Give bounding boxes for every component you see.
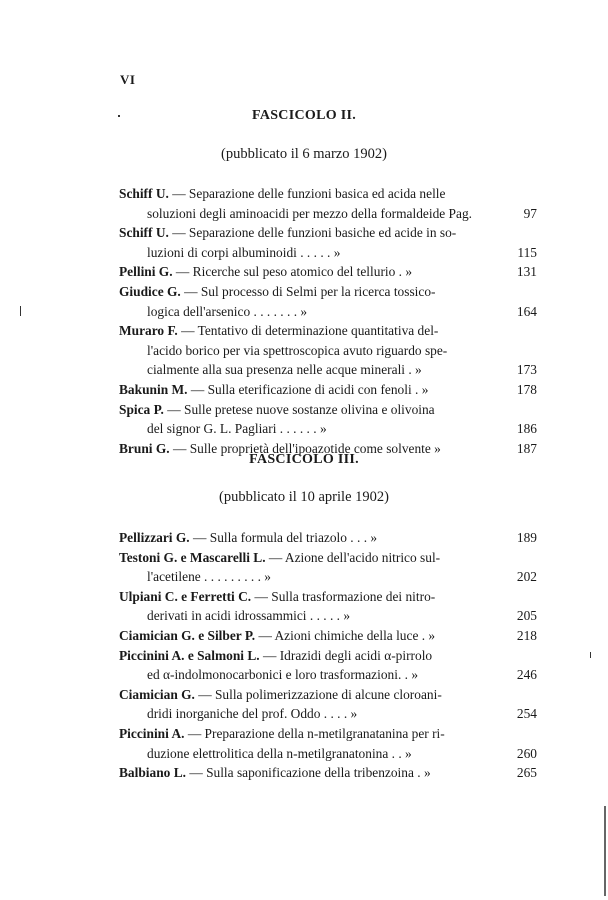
scan-speck	[20, 306, 21, 316]
toc-author: Muraro F.	[119, 323, 178, 339]
toc-page-number: 189	[516, 530, 537, 545]
toc-page-number: 164	[516, 303, 537, 319]
toc-line	[119, 400, 537, 420]
section-subtitle-fascicolo-iii: (pubblicato il 10 aprile 1902)	[219, 489, 389, 505]
toc-line	[119, 567, 537, 587]
toc-list-fascicolo-iii	[119, 528, 537, 783]
toc-text: — Sulle proprietà dell'ipoazotide come solvente »	[169, 440, 441, 456]
toc-text: — Sul processo di Selmi per la ricerca tossico-	[180, 283, 436, 299]
toc-text: del signor G. L. Pagliari . . . . . . »	[147, 421, 327, 437]
toc-author: Pellizzari G.	[119, 530, 190, 545]
toc-text: — Sulla polimerizzazione di alcune cloroani-	[194, 686, 442, 702]
toc-line	[119, 419, 537, 439]
toc-author: Bruni G.	[119, 440, 170, 456]
toc-line	[119, 646, 537, 666]
toc-author: Piccinini A.	[119, 725, 185, 741]
section-title-fascicolo-iii: FASCICOLO III.	[249, 452, 359, 467]
toc-line	[119, 341, 537, 361]
toc-page-number: 260	[516, 745, 537, 761]
toc-text: — Sulle pretese nuove sostanze olivina e olivoina	[163, 401, 435, 417]
toc-page-number: 218	[516, 627, 537, 643]
toc-line	[119, 184, 537, 204]
toc-text: — Ricerche sul peso atomico del tellurio . »	[172, 264, 413, 280]
section-title-fascicolo-ii: FASCICOLO II.	[252, 108, 356, 123]
scan-edge-line	[604, 806, 606, 896]
toc-line	[119, 626, 537, 646]
toc-text: — Sulla saponificazione della tribenzoina . »	[185, 765, 431, 781]
toc-text: — Azione dell'acido nitrico sul-	[265, 549, 441, 565]
toc-line	[119, 744, 537, 764]
toc-line	[119, 380, 537, 400]
toc-line	[119, 587, 537, 607]
toc-line	[119, 262, 537, 282]
toc-line	[119, 704, 537, 724]
toc-line	[119, 360, 537, 380]
toc-text: l'acetilene . . . . . . . . . »	[147, 569, 272, 585]
toc-line	[119, 685, 537, 705]
toc-line	[119, 606, 537, 626]
toc-line	[119, 302, 537, 322]
toc-text: — Sulla eterificazione di acidi con fenoli . »	[187, 381, 429, 397]
toc-author: Schiff U.	[119, 186, 169, 201]
scan-speck	[590, 652, 591, 658]
toc-line	[119, 528, 537, 548]
toc-page-number: 205	[516, 608, 537, 624]
toc-text: — Idrazidi degli acidi α-pirrolo	[259, 647, 433, 663]
toc-line	[119, 665, 537, 685]
toc-text: — Separazione delle funzioni basica ed acida nelle	[168, 186, 446, 201]
page-folio: VI	[120, 72, 136, 87]
toc-text: soluzioni degli aminoacidi per mezzo della formaldeide Pag.	[147, 205, 472, 221]
toc-text: — Azioni chimiche della luce . »	[255, 627, 436, 643]
toc-author: Testoni G. e Mascarelli L.	[119, 549, 266, 565]
toc-author: Bakunin M.	[119, 381, 188, 397]
toc-page-number: 186	[516, 421, 537, 437]
toc-line	[119, 223, 537, 243]
toc-text: — Separazione delle funzioni basiche ed acide in so-	[168, 225, 457, 241]
toc-page-number: 173	[516, 362, 537, 378]
toc-line	[119, 763, 537, 783]
toc-line	[119, 321, 537, 341]
toc-author: Spica P.	[119, 401, 164, 417]
toc-page-number: 202	[516, 569, 537, 585]
toc-text: l'acido borico per via spettroscopica avuto riguardo spe-	[147, 342, 448, 358]
toc-page-number: 115	[517, 244, 537, 260]
toc-line	[119, 243, 537, 263]
toc-author: Balbiano L.	[119, 765, 186, 781]
toc-text: — Tentativo di determinazione quantitativa del-	[177, 323, 439, 339]
toc-line	[119, 724, 537, 744]
toc-page-number: 254	[516, 706, 537, 722]
toc-text: duzione elettrolitica della n-metilgranatonina . . »	[147, 745, 412, 761]
toc-text: logica dell'arsenico . . . . . . . »	[147, 303, 308, 319]
toc-author: Ciamician G.	[119, 686, 195, 702]
toc-author: Pellini G.	[119, 264, 173, 280]
toc-line	[119, 282, 537, 302]
toc-author: Ciamician G. e Silber P.	[119, 627, 256, 643]
scan-speck	[118, 115, 120, 117]
toc-author: Piccinini A. e Salmoni L.	[119, 647, 260, 663]
toc-list-fascicolo-ii	[119, 184, 537, 458]
toc-page-number: 246	[516, 667, 537, 683]
toc-page-number: 131	[516, 264, 537, 280]
toc-page-number: 97	[523, 205, 537, 221]
toc-author: Schiff U.	[119, 225, 169, 241]
toc-text: — Sulla formula del triazolo . . . »	[189, 530, 378, 545]
toc-line	[119, 204, 537, 224]
toc-page-number: 178	[516, 381, 537, 397]
toc-text: luzioni di corpi albuminoidi . . . . . »	[147, 244, 341, 260]
toc-text: dridi inorganiche del prof. Oddo . . . . »	[147, 706, 358, 722]
toc-text: — Preparazione della n-metilgranatanina per ri-	[184, 725, 445, 741]
toc-author: Ulpiani C. e Ferretti C.	[119, 588, 252, 604]
toc-page-number: 187	[516, 440, 537, 456]
toc-text: cialmente alla sua presenza nelle acque minerali . »	[147, 362, 422, 378]
toc-text: ed α-indolmonocarbonici e loro trasformazioni. . »	[147, 667, 419, 683]
toc-author: Giudice G.	[119, 283, 181, 299]
toc-page-number: 265	[516, 765, 537, 781]
toc-line	[119, 548, 537, 568]
toc-text: derivati in acidi idrossammici . . . . . »	[147, 608, 351, 624]
section-subtitle-fascicolo-ii: (pubblicato il 6 marzo 1902)	[221, 146, 387, 162]
toc-text: — Sulla trasformazione dei nitro-	[251, 588, 436, 604]
